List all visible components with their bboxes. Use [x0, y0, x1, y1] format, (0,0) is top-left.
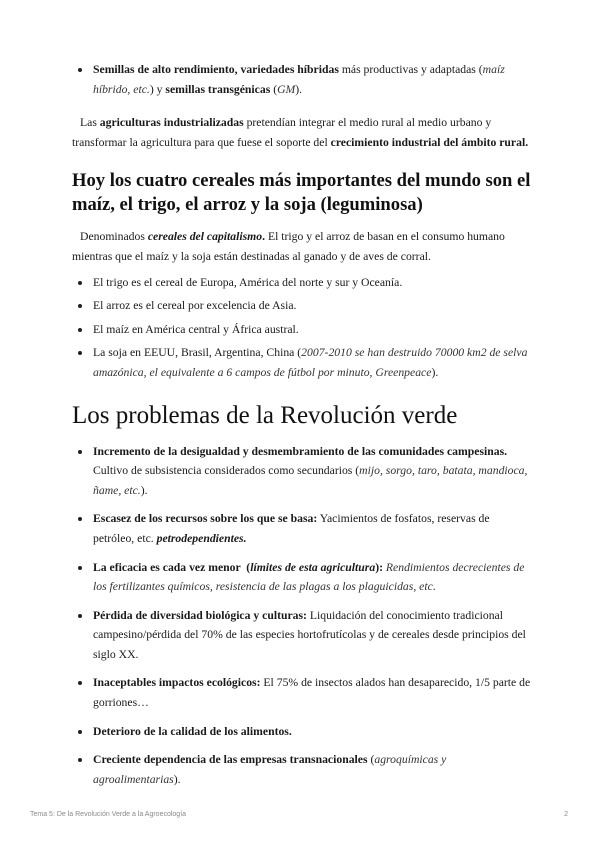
bullet-icon: [78, 681, 82, 685]
bullet-icon: [78, 328, 82, 332]
list-item: La soja en EEUU, Brasil, Argentina, China (2007-2010 se han destruido 70000 km2 de selva amazónica, el equivalente a 6 campos de fútbol por minuto, Greenpeace).: [72, 343, 532, 382]
footer-title: Tema 5: De la Revolución Verde a la Agroecología: [30, 811, 187, 818]
list-item: Pérdida de diversidad biológica y culturas: Liquidación del conocimiento tradicional campesino/pérdida del 70% de las especies hortofrutícolas y de cereales desde principios del siglo XX.: [72, 606, 532, 665]
cereal-list: [72, 273, 532, 383]
bullet-icon: [78, 730, 82, 734]
bullet-icon: [78, 614, 82, 618]
list-item: Creciente dependencia de las empresas transnacionales (agroquímicas y agroalimentarias).: [72, 750, 532, 789]
list-item: Inaceptables impactos ecológicos: El 75% de insectos alados han desaparecido, 1/5 parte de gorriones…: [72, 673, 532, 712]
seed-list: [72, 60, 532, 99]
paragraph-capitalism-cereals: Denominados cereales del capitalismo. El trigo y el arroz de basan en el consumo humano mientras que el maíz y la soja están destinadas al ganado y de aves de corral.: [72, 230, 505, 263]
bullet-icon: [78, 304, 82, 308]
page-number: 2: [564, 811, 568, 818]
section-heading-problems: Los problemas de la Revolución verde: [72, 401, 458, 429]
bullet-icon: [78, 517, 82, 521]
document-page: [72, 60, 532, 798]
page-footer: [30, 811, 570, 818]
bullet-icon: [78, 281, 82, 285]
paragraph-industrial-agriculture: Las agriculturas industrializadas pretendían integrar el medio rural al medio urbano y transformar la agricultura para que fuese el soporte del crecimiento industrial del ámbito rural.: [72, 116, 529, 149]
list-item: Deterioro de la calidad de los alimentos.: [72, 722, 532, 742]
list-item: Escasez de los recursos sobre los que se basa: Yacimientos de fosfatos, reservas de petróleo, etc. petrodependientes.: [72, 509, 532, 548]
list-item: El trigo es el cereal de Europa, América del norte y sur y Oceanía.: [72, 273, 532, 293]
bullet-icon: [78, 351, 82, 355]
list-item: Incremento de la desigualdad y desmembramiento de las comunidades campesinas. Cultivo de subsistencia considerados como secundarios (mijo, sorgo, taro, batata, mandioca, ñame, etc.).: [72, 442, 532, 501]
list-item: El maíz en América central y África austral.: [72, 320, 532, 340]
bullet-icon: [78, 758, 82, 762]
section-heading-cereals: Hoy los cuatro cereales más importantes del mundo son el maíz, el trigo, el arroz y la soja (leguminosa): [72, 170, 531, 216]
problems-list: [72, 442, 532, 790]
bullet-icon: [78, 68, 82, 72]
bullet-icon: [78, 566, 82, 570]
list-item: El arroz es el cereal por excelencia de Asia.: [72, 296, 532, 316]
bullet-icon: [78, 450, 82, 454]
list-item: Semillas de alto rendimiento, variedades híbridas más productivas y adaptadas (maíz híbrido, etc.) y semillas transgénicas (GM).: [72, 60, 532, 99]
list-item: La eficacia es cada vez menor (límites de esta agricultura): Rendimientos decrecientes de los fertilizantes químicos, resistencia de las plagas a los plaguicidas, etc.: [72, 558, 532, 597]
